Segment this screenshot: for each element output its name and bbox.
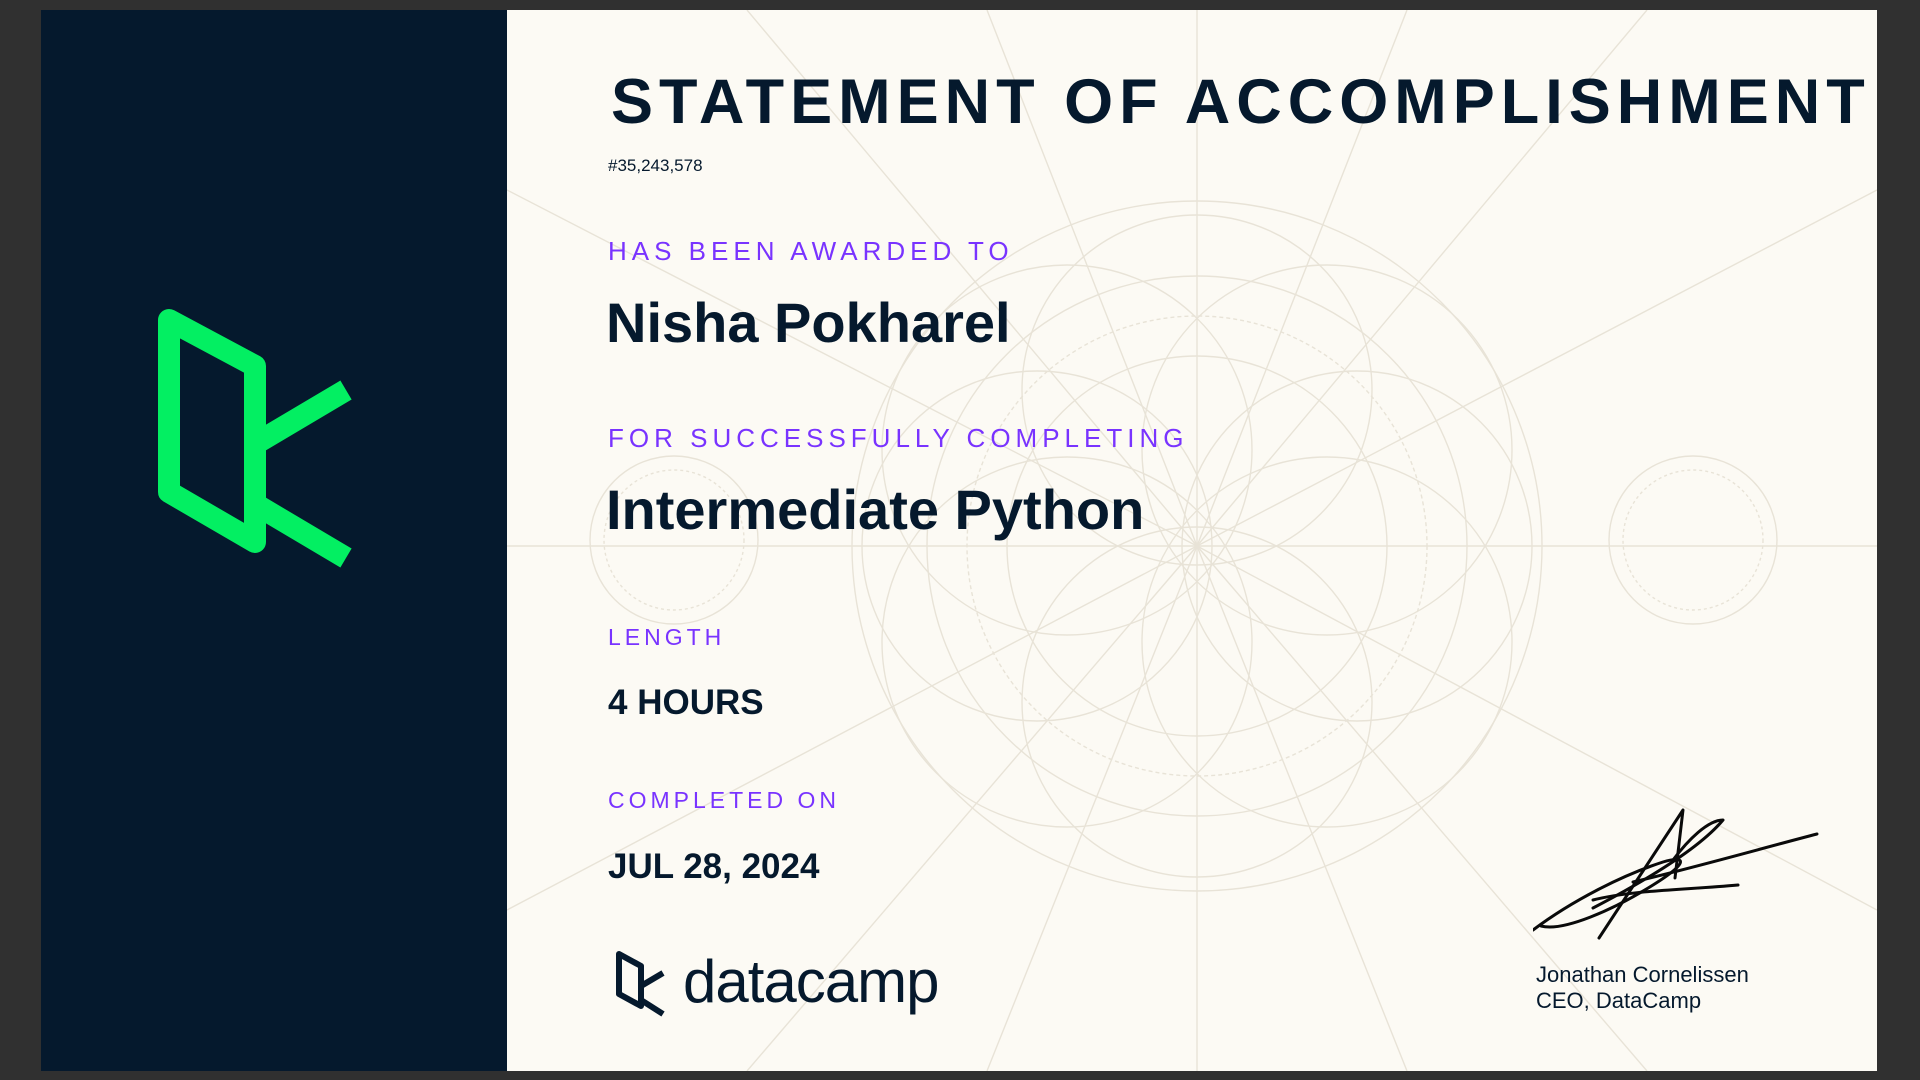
datacamp-wordmark: datacamp xyxy=(683,948,939,1015)
awarded-label: HAS BEEN AWARDED TO xyxy=(608,236,1014,266)
signature-image xyxy=(1533,790,1823,950)
length-label: LENGTH xyxy=(608,624,726,650)
completing-label: FOR SUCCESSFULLY COMPLETING xyxy=(608,423,1189,453)
length-value: 4 HOURS xyxy=(608,683,764,722)
datacamp-logo-icon xyxy=(611,940,681,1020)
certificate-id: #35,243,578 xyxy=(608,156,703,175)
completed-label: COMPLETED ON xyxy=(608,787,841,813)
certificate xyxy=(41,10,1877,1071)
certificate-content xyxy=(507,10,1877,1071)
certificate-headline: STATEMENT OF ACCOMPLISHMENT xyxy=(611,67,1871,137)
left-brand-panel xyxy=(41,10,507,1071)
course-title: Intermediate Python xyxy=(606,478,1145,541)
signer-title: CEO, DataCamp xyxy=(1536,988,1702,1013)
completed-date: JUL 28, 2024 xyxy=(608,847,820,886)
signer-name: Jonathan Cornelissen xyxy=(1536,962,1749,987)
datacamp-large-logo-icon xyxy=(41,10,507,1071)
recipient-name: Nisha Pokharel xyxy=(606,291,1011,354)
